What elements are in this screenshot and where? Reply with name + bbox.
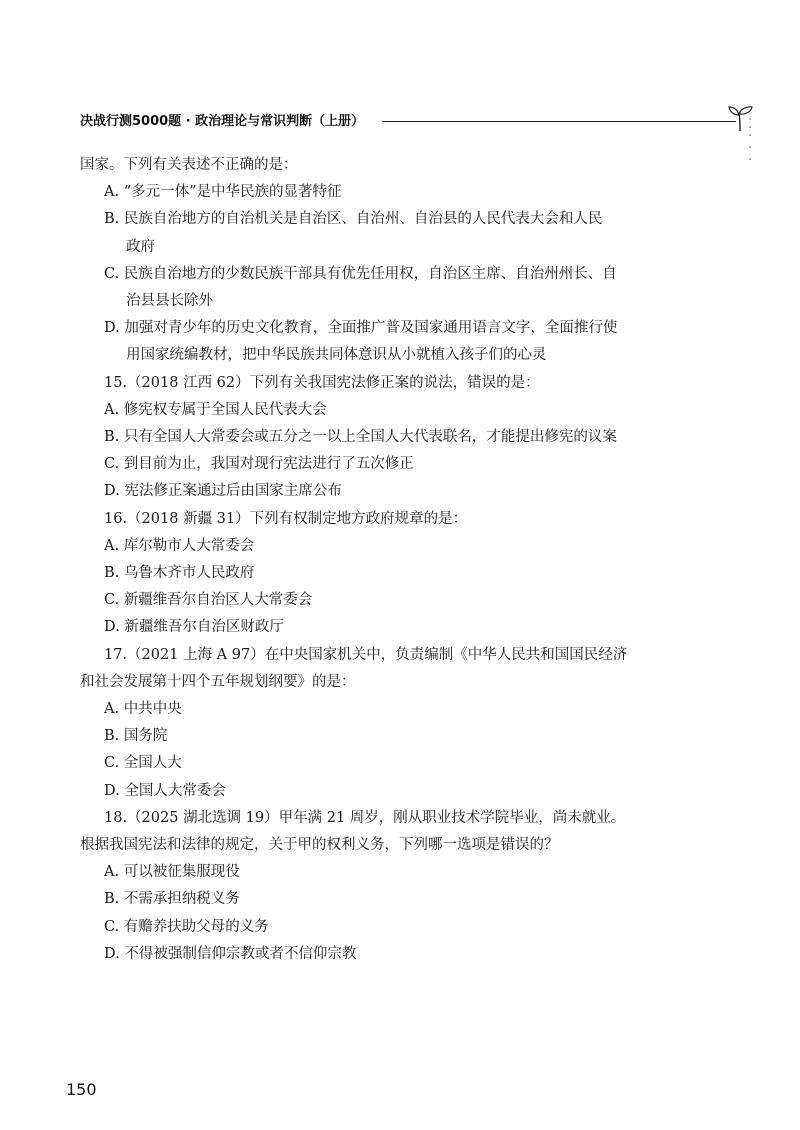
text-line: 治县县长除外	[126, 293, 213, 310]
option-line: D. 新疆维吾尔自治区财政厅	[104, 619, 284, 636]
option-line: C. 民族自治地方的少数民族干部具有优先任用权，自治区主席、自治州州长、自	[104, 265, 617, 282]
option-line: A. 库尔勒市人大常委会	[104, 537, 255, 554]
option-line: C. 有赡养扶助父母的义务	[104, 918, 269, 935]
option-line: D. 全国人大常委会	[104, 782, 226, 799]
option-line: B. 乌鲁木齐市人民政府	[104, 565, 255, 582]
text-line: 根据我国宪法和法律的规定，关于甲的权利义务，下列哪一选项是错误的？	[80, 837, 559, 854]
header-rule	[382, 121, 736, 122]
option-line: D. 宪法修正案通过后由国家主席公布	[104, 483, 342, 500]
running-header	[80, 104, 680, 134]
page-number: 150	[66, 1080, 97, 1099]
option-line: A. 中共中央	[104, 701, 182, 718]
question-stem-line: 15.（2018 江西 62）下列有关我国宪法修正案的说法，错误的是：	[104, 374, 540, 391]
option-line: C. 全国人大	[104, 755, 182, 772]
question-stem-line: 17.（2021 上海 A 97）在中央国家机关中，负责编制《中华人民共和国国民经济	[104, 646, 628, 663]
option-line: C. 到目前为止，我国对现行宪法进行了五次修正	[104, 456, 414, 473]
running-header-title: 决战行测5000题 · 政治理论与常识判断（上册）	[80, 114, 365, 129]
option-line: A. 可以被征集服现役	[104, 864, 240, 881]
option-line: A. 修宪权专属于全国人民代表大会	[104, 401, 327, 418]
option-line: D. 不得被强制信仰宗教或者不信仰宗教	[104, 945, 357, 962]
option-line: D. 加强对青少年的历史文化教育，全面推广普及国家通用语言文字，全面推行使	[104, 320, 618, 337]
text-line: 用国家统编教材，把中华民族共同体意识从小就植入孩子们的心灵	[126, 347, 547, 364]
question-stem-line: 18.（2025 湖北选调 19）甲年满 21 周岁，刚从职业技术学院毕业，尚未就业。	[104, 809, 626, 826]
option-line: C. 新疆维吾尔自治区人大常委会	[104, 592, 313, 609]
option-line: A. “多元一体”是中华民族的显著特征	[104, 184, 342, 201]
question-stem-line: 16.（2018 新疆 31）下列有权制定地方政府规章的是：	[104, 510, 468, 527]
text-line: 和社会发展第十四个五年规划纲要》的是：	[80, 673, 356, 690]
margin-marks	[747, 118, 753, 170]
option-line: B. 只有全国人大常委会或五分之一以上全国人大代表联名，才能提出修宪的议案	[104, 429, 617, 446]
text-line: 政府	[126, 238, 155, 255]
text-line: 国家。下列有关表述不正确的是：	[80, 157, 298, 173]
option-line: B. 不需承担纳税义务	[104, 891, 240, 908]
page-body	[80, 152, 680, 968]
option-line: B. 国务院	[104, 728, 168, 745]
option-line: B. 民族自治地方的自治机关是自治区、自治州、自治县的人民代表大会和人民	[104, 211, 603, 228]
